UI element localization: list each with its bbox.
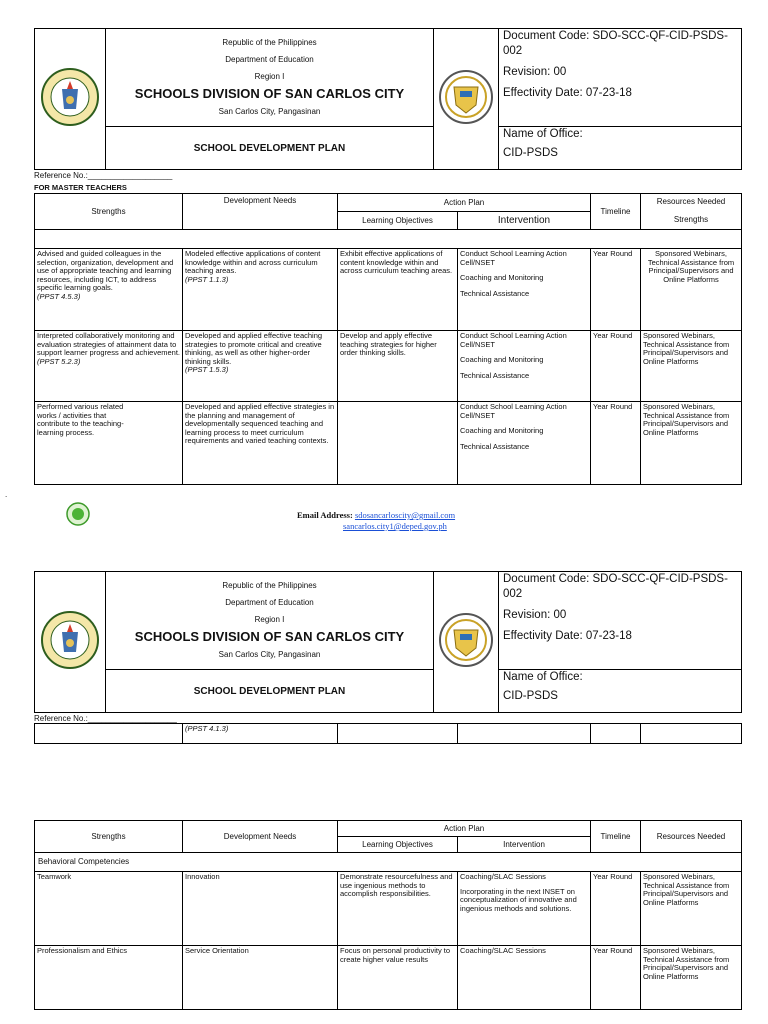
timeline-cell: Year Round [591,946,641,1010]
continuation-table [34,723,742,744]
intervention-3: Technical Assistance [460,370,530,380]
section-label: FOR MASTER TEACHERS [34,183,127,192]
revision: Revision: 00 [503,609,567,621]
stray-dot: . [5,490,8,499]
department-line: Department of Education [225,598,314,607]
need-text: Developed and applied effective teaching strategies to promote critical and creative thinking, as well as other higher-order thinking skills. [185,331,323,366]
col-resources-label: Resources Needed [656,197,726,206]
col-strengths: Strengths [35,821,183,853]
region-line: Region I [254,72,285,81]
reference-no: Reference No.:____________________ [34,714,177,723]
col-needs: Development Needs [183,194,338,230]
spacer-row [35,230,742,249]
header-block-2 [34,571,742,713]
col-action-plan: Action Plan [338,194,591,212]
need-cell [183,249,338,331]
col-timeline: Timeline [591,821,641,853]
col-resources: Resources Needed [641,821,742,853]
col-objectives: Learning Objectives [338,212,458,230]
col-timeline: Timeline [591,194,641,230]
region-line: Region I [254,615,285,624]
need-cell: Service Orientation [183,946,338,1010]
col-action-plan: Action Plan [338,821,591,837]
objective-cell: Focus on personal productivity to create higher value results [338,946,458,1010]
need-text: Modeled effective applications of content knowledge within and across curriculum teaching areas. [185,249,321,276]
objective-cell [338,724,458,744]
intervention-cell: Coaching/SLAC Sessions [458,946,591,1010]
strength-cell [35,331,183,402]
header-block-1 [34,28,742,170]
effectivity-date: Effectivity Date: 07-23-18 [503,87,632,99]
resources-cell [641,724,742,744]
office-info [499,670,742,713]
org-info [106,29,434,127]
email-link-1[interactable]: sdosancarloscity@gmail.com [354,510,456,520]
intervention-cell [458,724,591,744]
strength-cell: Teamwork [35,872,183,946]
division-seal-cell [434,29,499,170]
intervention-2: Coaching and Monitoring [460,426,544,436]
strength-cell: Professionalism and Ethics [35,946,183,1010]
intervention-1: Conduct School Learning Action Cell/NSET [460,249,567,267]
need-code: (PPST 4.1.3) [183,724,338,744]
intervention-cell [458,249,591,331]
behavioral-label: Behavioral Competencies [35,853,742,872]
republic-line: Republic of the Philippines [222,38,317,47]
strength-code: (PPST 5.2.3) [37,356,81,366]
intervention-1: Conduct School Learning Action Cell/NSET [460,402,567,420]
resources-cell: Sponsored Webinars, Technical Assistance from Principal/Supervisors and Online Platforms [641,872,742,946]
need-code: (PPST 1.5.3) [185,365,229,375]
office-info [499,127,742,170]
intervention-2: Coaching and Monitoring [460,273,544,283]
doc-code: Document Code: SDO-SCC-QF-CID-PSDS-002 [503,30,728,57]
office-name: CID-PSDS [503,690,558,702]
deped-seal-cell [35,572,106,713]
resources-cell: Sponsored Webinars, Technical Assistance from Principal/Supervisors and Online Platforms [641,249,742,331]
deped-seal-cell [35,29,106,170]
doc-info [499,29,742,127]
strength-text: Interpreted collaboratively monitoring and evaluation strategies of attainment data to support learner progress and achievement. [37,331,180,358]
intervention-2: Coaching and Monitoring [460,355,544,365]
timeline-cell: Year Round [591,331,641,402]
office-name: CID-PSDS [503,147,558,159]
plan-title: SCHOOL DEVELOPMENT PLAN [106,127,434,170]
department-line: Department of Education [225,55,314,64]
republic-line: Republic of the Philippines [222,581,317,590]
office-label: Name of Office: [503,671,583,683]
objective-cell [338,402,458,485]
office-label: Name of Office: [503,128,583,140]
email-label: Email Address: [297,510,353,520]
col-resources [641,194,742,230]
intervention-3: Technical Assistance [460,288,530,298]
col-strengths: Strengths [35,194,183,230]
col-objectives: Learning Objectives [338,837,458,853]
table-row [35,331,742,402]
deped-seal-icon [40,610,100,670]
strength-cell [35,724,183,744]
col-intervention: Intervention [458,837,591,853]
email-link-2[interactable]: sancarlos.city1@deped.gov.ph [343,521,447,531]
intervention-1: Coaching/SLAC Sessions [460,872,546,881]
behavioral-table [34,820,742,1010]
resources-cell: Sponsored Webinars, Technical Assistance from Principal/Supervisors and Online Platforms [641,402,742,485]
timeline-cell [591,724,641,744]
division-seal-icon [438,612,494,668]
strength-cell [35,249,183,331]
intervention-cell [458,872,591,946]
resources-cell: Sponsored Webinars, Technical Assistance from Principal/Supervisors and Online Platforms [641,331,742,402]
location-line: San Carlos City, Pangasinan [218,650,321,659]
intervention-cell [458,331,591,402]
strength-cell [35,402,183,485]
table-row [35,872,742,946]
effectivity-date: Effectivity Date: 07-23-18 [503,630,632,642]
objective-cell: Exhibit effective applications of content knowledge within and across curriculum teaching areas. [338,249,458,331]
strength-code: (PPST 4.5.3) [37,291,81,301]
doc-info [499,572,742,670]
objective-cell: Demonstrate resourcefulness and use ingenious methods to accomplish responsibilities. [338,872,458,946]
timeline-cell: Year Round [591,872,641,946]
location-line: San Carlos City, Pangasinan [218,107,321,116]
table-row [35,946,742,1010]
need-cell: Developed and applied effective strategies in the planning and management of developmentally sequenced teaching and learning process to meet curriculum requirements and varied teaching contexts. [183,402,338,485]
division-title: SCHOOLS DIVISION OF SAN CARLOS CITY [134,629,405,644]
plan-title: SCHOOL DEVELOPMENT PLAN [106,670,434,713]
org-info [106,572,434,670]
division-seal-cell [434,572,499,713]
timeline-cell: Year Round [591,249,641,331]
need-cell [183,331,338,402]
col-resources-sub: Strengths [673,215,709,224]
green-logo-icon [66,502,90,526]
objective-cell: Develop and apply effective teaching strategies for higher order thinking skills. [338,331,458,402]
strength-text: Performed various related works / activities that contribute to the teaching-learning process. [37,402,124,437]
division-seal-icon [438,69,494,125]
need-cell: Innovation [183,872,338,946]
timeline-cell: Year Round [591,402,641,485]
intervention-cell [458,402,591,485]
revision: Revision: 00 [503,66,567,78]
doc-code: Document Code: SDO-SCC-QF-CID-PSDS-002 [503,573,728,600]
table-row [35,724,742,744]
table-row [35,249,742,331]
intervention-3: Technical Assistance [460,441,530,451]
resources-cell: Sponsored Webinars, Technical Assistance from Principal/Supervisors and Online Platforms [641,946,742,1010]
master-teachers-table [34,193,742,485]
strength-text: Advised and guided colleagues in the selection, organization, development and use of appropriate teaching and learning resources, including ICT, to address specific learning goals. [37,249,174,293]
intervention-1: Conduct School Learning Action Cell/NSET [460,331,567,349]
deped-seal-icon [40,67,100,127]
email-block [297,510,455,520]
division-title: SCHOOLS DIVISION OF SAN CARLOS CITY [134,86,405,101]
table-row [35,402,742,485]
reference-no: Reference No.:___________________ [34,171,173,180]
col-needs: Development Needs [183,821,338,853]
col-intervention: Intervention [458,212,591,230]
intervention-2: Incorporating in the next INSET on conceptualization of innovative and ingenious methods and solutions. [460,886,577,913]
need-code: (PPST 1.1.3) [185,274,229,284]
